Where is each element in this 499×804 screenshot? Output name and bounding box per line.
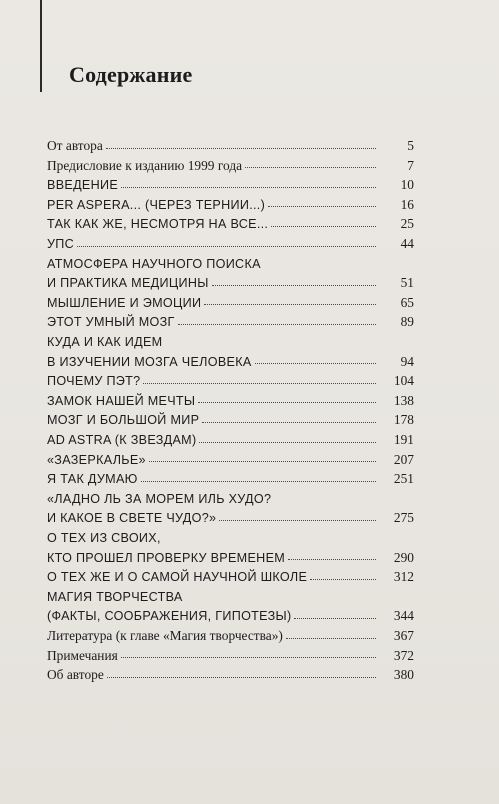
toc-page-number: 178: [393, 412, 414, 428]
toc-entry-title: Литература (к главе «Магия творчества»): [47, 628, 283, 643]
toc-entry-title: О ТЕХ ИЗ СВОИХ,: [47, 531, 161, 545]
toc-page-number: 89: [400, 314, 414, 330]
toc-page-number: 207: [393, 451, 414, 467]
toc-page-number: 275: [393, 510, 414, 526]
toc-entry: [47, 371, 414, 391]
toc-page-number: 372: [393, 647, 414, 663]
dot-leader: [149, 460, 376, 462]
toc-page-number: 191: [393, 432, 414, 447]
dot-leader: [294, 617, 376, 619]
toc-entry: [47, 156, 414, 176]
toc-entry-title: МОЗГ И БОЛЬШОЙ МИР: [47, 413, 200, 428]
toc-entry-title: ЭТОТ УМНЫЙ МОЗГ: [47, 315, 175, 330]
dot-leader: [106, 147, 376, 149]
toc-entry-title: КУДА И КАК ИДЕМ: [47, 335, 163, 349]
toc-entry: [47, 587, 414, 626]
toc-entry-title: От автора: [47, 138, 103, 153]
toc-entry: [47, 626, 414, 646]
toc-entry: [47, 195, 414, 215]
dot-leader: [202, 421, 376, 423]
dot-leader: [245, 166, 376, 168]
toc-entry: [47, 489, 414, 528]
dot-leader: [219, 519, 376, 521]
toc-entry: [47, 234, 414, 254]
toc-entry-title: AD ASTRA (К ЗВЕЗДАМ): [47, 433, 197, 447]
toc-entry: [47, 430, 414, 450]
dot-leader: [310, 578, 376, 580]
dot-leader: [107, 676, 376, 678]
toc-entry-title: ПОЧЕМУ ПЭТ?: [47, 374, 141, 389]
toc-page-number: 380: [393, 667, 414, 683]
toc-entry: [47, 312, 414, 332]
toc-entry-title: Предисловие к изданию 1999 года: [47, 157, 243, 173]
toc-entry-title: МЫШЛЕНИЕ И ЭМОЦИИ: [47, 295, 202, 310]
toc-entry: [47, 665, 414, 685]
toc-entry-title: ТАК КАК ЖЕ, НЕСМОТРЯ НА ВСЕ...: [47, 217, 269, 232]
toc-page-number: 312: [393, 569, 414, 585]
toc-entry-title: КТО ПРОШЕЛ ПРОВЕРКУ ВРЕМЕНЕМ: [47, 550, 286, 565]
toc-entry-title: Примечания: [47, 647, 118, 663]
toc-entry-title: И КАКОЕ В СВЕТЕ ЧУДО?»: [47, 511, 217, 526]
toc-entry: [47, 293, 414, 313]
toc-entry: [47, 214, 414, 234]
toc-page-number: 367: [393, 628, 414, 643]
dot-leader: [212, 284, 376, 286]
toc-entry-title: УПС: [47, 237, 75, 251]
toc-page-number: 5: [407, 138, 414, 153]
dot-leader: [77, 245, 376, 247]
toc-entry: [47, 410, 414, 430]
toc-page-number: 44: [400, 236, 414, 251]
toc-entry-title: ВВЕДЕНИЕ: [47, 178, 119, 193]
toc-entry-title: «ЗАЗЕРКАЛЬЕ»: [47, 452, 146, 467]
toc-entry: [47, 450, 414, 470]
dot-leader: [286, 637, 376, 639]
page-title: Содержание: [69, 62, 193, 87]
toc-page-number: 16: [400, 196, 414, 212]
dot-leader: [121, 186, 376, 188]
toc-page-number: 7: [407, 157, 414, 173]
toc-entry: [47, 528, 414, 567]
toc-entry-title: PER ASPERA... (ЧЕРЕЗ ТЕРНИИ...): [47, 197, 266, 212]
toc-entry-title: И ПРАКТИКА МЕДИЦИНЫ: [47, 276, 209, 291]
toc-entry: [47, 136, 414, 156]
toc-page-number: 104: [393, 373, 414, 389]
toc-page-number: 65: [400, 294, 414, 310]
toc-page-number: 10: [400, 177, 414, 193]
toc-entry: [47, 567, 414, 587]
toc-page-number: 251: [393, 471, 414, 487]
margin-rule: [40, 0, 42, 92]
toc-entry: [47, 391, 414, 411]
dot-leader: [255, 362, 376, 364]
dot-leader: [178, 323, 376, 325]
toc-entry: [47, 332, 414, 371]
toc-page-number: 290: [393, 549, 414, 565]
toc-entry-title: В ИЗУЧЕНИИ МОЗГА ЧЕЛОВЕКА: [47, 354, 252, 369]
toc-entry-title: «ЛАДНО ЛЬ ЗА МОРЕМ ИЛЬ ХУДО?: [47, 491, 272, 506]
toc-entry-title: ЗАМОК НАШЕЙ МЕЧТЫ: [47, 393, 196, 408]
toc-page-number: 344: [393, 608, 414, 624]
toc-page-number: 25: [400, 216, 414, 232]
toc-entry-title: АТМОСФЕРА НАУЧНОГО ПОИСКА: [47, 256, 261, 271]
toc-entry-title: Я ТАК ДУМАЮ: [47, 472, 138, 487]
toc-entry-title: О ТЕХ ЖЕ И О САМОЙ НАУЧНОЙ ШКОЛЕ: [47, 570, 308, 585]
toc-entry: [47, 175, 414, 195]
dot-leader: [271, 225, 376, 227]
toc-entry-title: МАГИЯ ТВОРЧЕСТВА: [47, 589, 183, 604]
toc-entry-title: (ФАКТЫ, СООБРАЖЕНИЯ, ГИПОТЕЗЫ): [47, 609, 292, 624]
toc-page-number: 51: [400, 275, 414, 291]
dot-leader: [198, 401, 376, 403]
toc-page-number: 138: [393, 392, 414, 408]
dot-leader: [141, 480, 376, 482]
dot-leader: [143, 382, 376, 384]
dot-leader: [204, 303, 376, 305]
toc-page-number: 94: [400, 353, 414, 369]
dot-leader: [121, 656, 376, 658]
toc-entry-title: Об авторе: [47, 667, 104, 683]
toc-entry: [47, 646, 414, 666]
dot-leader: [199, 441, 376, 443]
dot-leader: [288, 558, 376, 560]
dot-leader: [268, 205, 376, 207]
toc-entry: [47, 469, 414, 489]
toc-entry: [47, 254, 414, 293]
